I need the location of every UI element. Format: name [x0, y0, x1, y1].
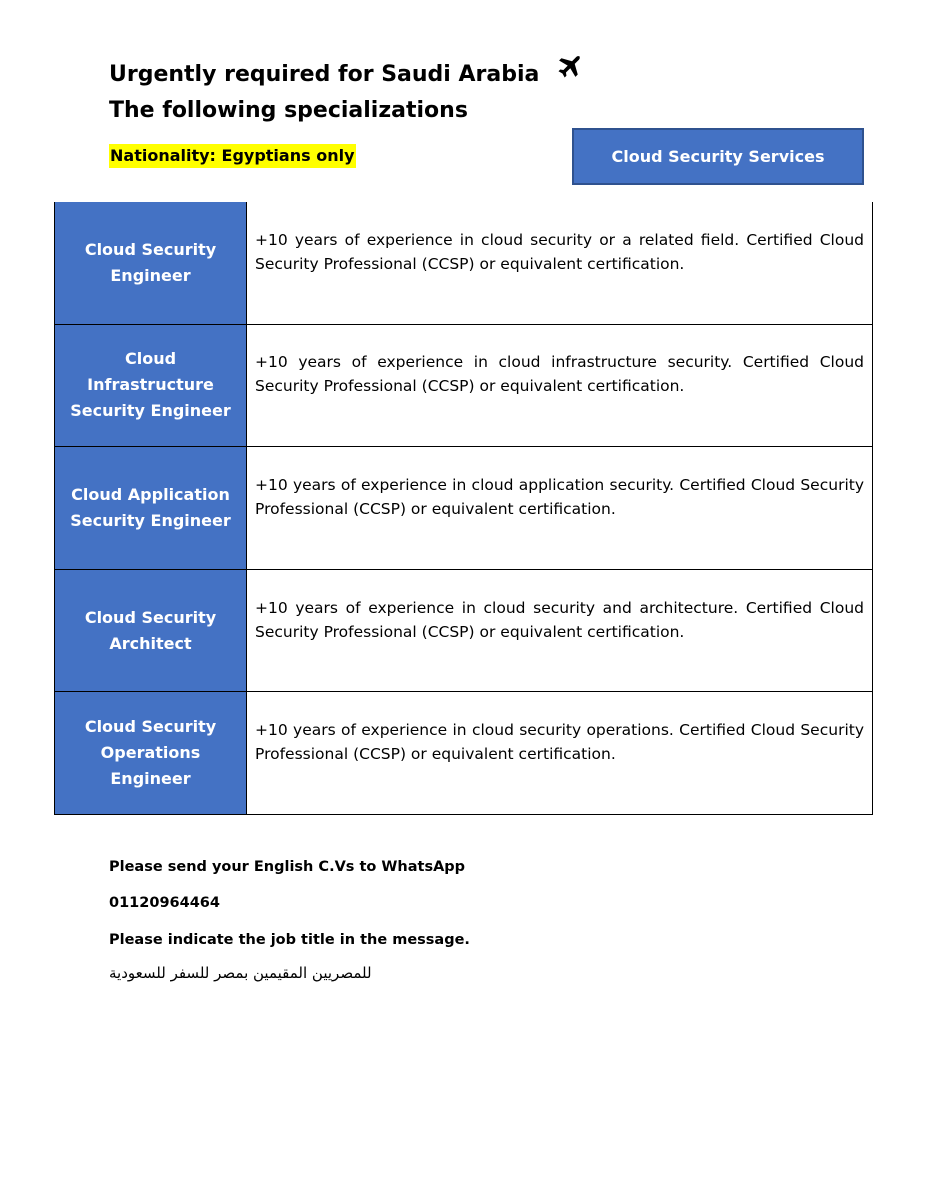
page-title	[109, 60, 583, 90]
job-description-text: +10 years of experience in cloud security or a related field. Certified Cloud Security Professional (CCSP) or equivalent certification.	[255, 230, 864, 273]
job-description-cell	[247, 570, 872, 692]
job-description-text: +10 years of experience in cloud application security. Certified Cloud Security Professional (CCSP) or equivalent certification.	[255, 475, 864, 518]
job-title-cell: Cloud Security Operations Engineer	[55, 692, 247, 814]
page-subtitle: The following specializations	[109, 98, 468, 123]
table-row	[55, 325, 872, 448]
service-category-box	[572, 128, 864, 185]
job-description-cell	[247, 325, 872, 447]
arabic-note: للمصريين المقيمين بمصر للسفر للسعودية	[109, 964, 372, 982]
nationality-highlight: Nationality: Egyptians only	[109, 144, 356, 168]
service-category-label: Cloud Security Services	[611, 147, 825, 166]
table-row	[55, 570, 872, 693]
whatsapp-phone-number: 01120964464	[109, 895, 220, 911]
airplane-icon	[555, 54, 583, 90]
contact-note: Please indicate the job title in the message.	[109, 932, 470, 948]
title-text: Urgently required for Saudi Arabia	[109, 62, 540, 87]
job-title-cell: Cloud Security Architect	[55, 570, 247, 692]
table-row	[55, 447, 872, 570]
job-description-text: +10 years of experience in cloud security and architecture. Certified Cloud Security Professional (CCSP) or equivalent certification.	[255, 598, 864, 641]
contact-instructions: Please send your English C.Vs to WhatsApp	[109, 859, 466, 875]
job-description-text: +10 years of experience in cloud security operations. Certified Cloud Security Professional (CCSP) or equivalent certification.	[255, 721, 864, 764]
jobs-table	[54, 202, 873, 815]
table-row	[55, 692, 872, 815]
job-description-cell	[247, 692, 872, 814]
job-description-cell	[247, 447, 872, 569]
job-description-cell	[247, 202, 872, 324]
job-title-cell: Cloud Security Engineer	[55, 202, 247, 324]
job-description-text: +10 years of experience in cloud infrastructure security. Certified Cloud Security Professional (CCSP) or equivalent certification.	[255, 353, 864, 396]
job-title-cell: Cloud Infrastructure Security Engineer	[55, 325, 247, 447]
job-title-cell: Cloud Application Security Engineer	[55, 447, 247, 569]
table-row	[55, 202, 872, 325]
